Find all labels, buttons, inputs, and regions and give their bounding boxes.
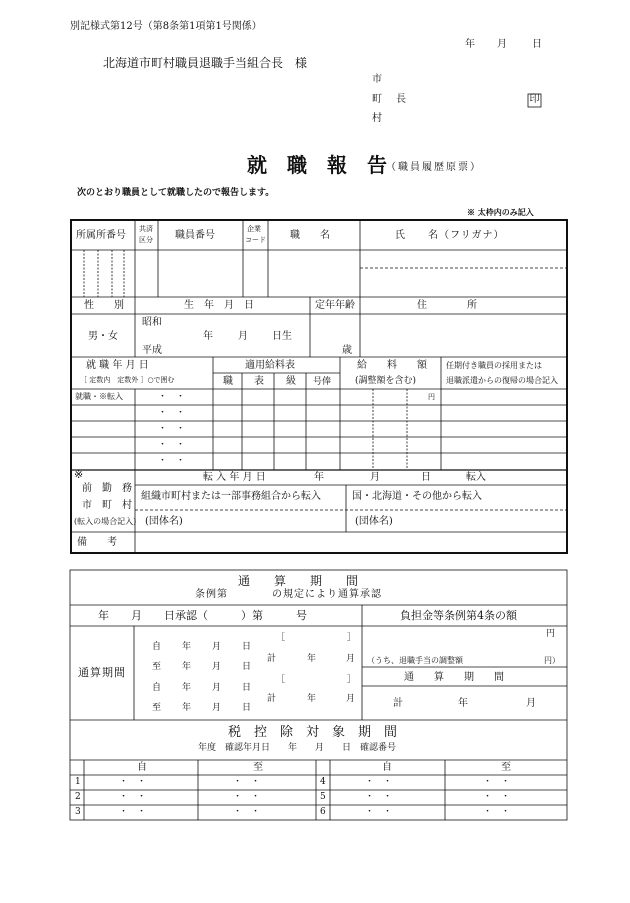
org-name-a: (団体名)	[145, 516, 183, 527]
header-birthdate: 生 年 月 日	[184, 300, 254, 311]
org-name-b: (団体名)	[355, 516, 393, 527]
period1-to: 至	[152, 662, 162, 672]
r5-to-dots: ・ ・	[483, 792, 511, 802]
transfer-label: 転入	[466, 472, 486, 483]
period2-to-m: 月	[212, 703, 222, 713]
row-label-employ: 就職・※転入	[75, 392, 123, 401]
tsusan-subtitle: 通 算 期 間	[404, 672, 504, 683]
tsusan-total-label: 計	[393, 698, 403, 709]
former-muni-3: (転入の場合記入)	[74, 517, 137, 526]
col-from-right: 自	[382, 762, 392, 773]
r6-to-dots: ・ ・	[483, 807, 511, 817]
row-num-6: 6	[320, 807, 326, 817]
r5-from-dots: ・ ・	[365, 792, 393, 802]
burden-yen: 円	[546, 629, 556, 639]
date-month-label: 月	[497, 39, 507, 50]
tsusan-total-month: 月	[526, 698, 536, 709]
r1-from-dots: ・ ・	[119, 777, 147, 787]
row1-yen: 円	[428, 393, 435, 401]
period1-from-m: 月	[212, 642, 222, 652]
header-kigyo-1: 企業	[247, 225, 261, 233]
tax-title: 税 控 除 対 象 期 間	[228, 725, 398, 740]
header-kyu: 級	[286, 376, 296, 387]
muni-son: 村	[372, 113, 382, 124]
birth-month-unit: 月	[238, 331, 248, 342]
total2-month: 月	[346, 694, 356, 704]
period1-to-y: 年	[182, 662, 192, 672]
row-num-5: 5	[320, 792, 326, 802]
former-muni-1: 前 勤 務	[82, 483, 132, 494]
period1-from: 自	[152, 642, 162, 652]
row-num-1: 1	[75, 777, 81, 787]
row3-dots: ・ ・	[158, 424, 186, 434]
header-kigyo-2: コード	[245, 236, 266, 244]
period2-to: 至	[152, 703, 162, 713]
birth-day-unit: 日生	[272, 331, 292, 342]
date-year-label: 年	[465, 39, 475, 50]
total1-label: 計	[267, 654, 277, 664]
row1-dots: ・ ・	[158, 392, 186, 402]
r4-from-dots: ・ ・	[365, 777, 393, 787]
intro-text: 次のとおり職員として就職したので報告します。	[77, 188, 275, 198]
header-employ-date: 就 職 年 月 日	[86, 360, 149, 371]
muni-shi: 市	[372, 74, 382, 85]
period1-from-y: 年	[182, 642, 192, 652]
form-number: 別記様式第12号（第8条第1項第1号関係）	[70, 21, 262, 32]
era-heisei: 平成	[142, 345, 162, 356]
period2-from: 自	[152, 683, 162, 693]
row4-dots: ・ ・	[158, 440, 186, 450]
row-num-2: 2	[75, 792, 81, 802]
transfer-option-a: 組織市町村または一部事務組合から転入	[141, 491, 321, 502]
addressee: 北海道市町村職員退職手当組合長 様	[103, 56, 308, 70]
era-showa: 昭和	[142, 317, 162, 328]
r2-to-dots: ・ ・	[233, 792, 261, 802]
header-kyosai-2: 区分	[139, 236, 153, 244]
tsusan-total-year: 年	[458, 698, 468, 709]
period1-from-d: 日	[242, 642, 252, 652]
adjustment-label: （うち、退職手当の調整額	[367, 656, 463, 665]
seal-mark: 印	[529, 94, 540, 105]
former-muni-2: 市 町 村	[82, 500, 132, 511]
sex-value: 男・女	[88, 331, 118, 342]
period1-to-d: 日	[242, 662, 252, 672]
total2-year: 年	[307, 694, 317, 704]
r3-from-dots: ・ ・	[119, 807, 147, 817]
r6-from-dots: ・ ・	[365, 807, 393, 817]
total1-month: 月	[346, 654, 356, 664]
header-shoku: 職	[223, 376, 233, 387]
header-retire-age: 定年年齢	[315, 300, 355, 311]
page-title: 就 職 報 告	[247, 153, 387, 177]
col-from-left: 自	[137, 762, 147, 773]
approval-line: 年 月 日承認（ ）第 号	[98, 609, 307, 622]
total2-label: 計	[267, 694, 277, 704]
period1-to-m: 月	[212, 662, 222, 672]
header-sex: 性 別	[84, 300, 124, 311]
bracket1-open: ［	[276, 633, 286, 643]
transfer-date-label: 転 入 年 月 日	[203, 472, 266, 483]
transfer-day-unit: 日	[421, 472, 431, 483]
header-fixed-term-1: 任期付き職員の採用または	[446, 361, 542, 370]
asterisk-mark: ※	[74, 468, 84, 481]
header-staff-no: 職員番号	[175, 230, 215, 241]
burden-label: 負担金等条例第4条の額	[400, 609, 517, 622]
total1-year: 年	[307, 654, 317, 664]
header-employ-sub: ［ 定数内 定数外 ］○で囲む	[80, 376, 175, 384]
r2-from-dots: ・ ・	[119, 792, 147, 802]
row2-dots: ・ ・	[158, 408, 186, 418]
header-fixed-term-2: 退職派遣からの復帰の場合記入	[446, 376, 558, 385]
transfer-year-unit: 年	[314, 472, 324, 483]
remarks-label: 備 考	[77, 537, 117, 548]
bracket1-close: ］	[347, 633, 357, 643]
header-address: 住 所	[417, 300, 477, 311]
header-dept-no: 所属所番号	[76, 230, 126, 241]
date-day-label: 日	[532, 39, 542, 50]
transfer-month-unit: 月	[370, 472, 380, 483]
tsusan-title: 通 算 期 間	[238, 574, 359, 588]
r3-to-dots: ・ ・	[233, 807, 261, 817]
header-kyosai-1: 共済	[139, 225, 153, 233]
row-num-3: 3	[75, 807, 81, 817]
period2-from-y: 年	[182, 683, 192, 693]
page-subtitle: （職員履歴原票）	[386, 162, 482, 173]
period2-to-d: 日	[242, 703, 252, 713]
col-to-right: 至	[501, 762, 511, 773]
bracket2-close: ］	[347, 675, 357, 685]
transfer-option-b: 国・北海道・その他から転入	[352, 491, 482, 502]
header-position: 職 名	[290, 230, 330, 241]
header-hyo: 表	[254, 376, 264, 387]
header-salary-sub: (調整額を含む)	[355, 376, 417, 386]
muni-cho: 町	[372, 94, 382, 105]
thick-frame-note: ※ 太枠内のみ記入	[467, 207, 534, 217]
tsusan-sub: 条例第 の規定により通算承認	[195, 589, 382, 600]
row-num-4: 4	[320, 777, 326, 787]
r4-to-dots: ・ ・	[483, 777, 511, 787]
adjustment-yen: 円）	[544, 656, 560, 665]
muni-chief: 長	[396, 94, 406, 105]
period2-to-y: 年	[182, 703, 192, 713]
col-to-left: 至	[253, 762, 263, 773]
tax-sub: 年度 確認年月日 年 月 日 確認番号	[198, 743, 397, 753]
r1-to-dots: ・ ・	[233, 777, 261, 787]
header-gohou: 号俸	[313, 377, 332, 387]
period2-from-m: 月	[212, 683, 222, 693]
header-salary: 給 料 額	[357, 360, 427, 371]
row5-dots: ・ ・	[158, 456, 186, 466]
bracket2-open: ［	[276, 675, 286, 685]
period2-from-d: 日	[242, 683, 252, 693]
age-unit: 歳	[342, 345, 352, 356]
header-name: 氏 名（フリガナ）	[395, 230, 505, 241]
header-salary-table: 適用給料表	[245, 360, 295, 371]
birth-year-unit: 年	[203, 331, 213, 342]
period-label: 通算期間	[78, 666, 126, 679]
